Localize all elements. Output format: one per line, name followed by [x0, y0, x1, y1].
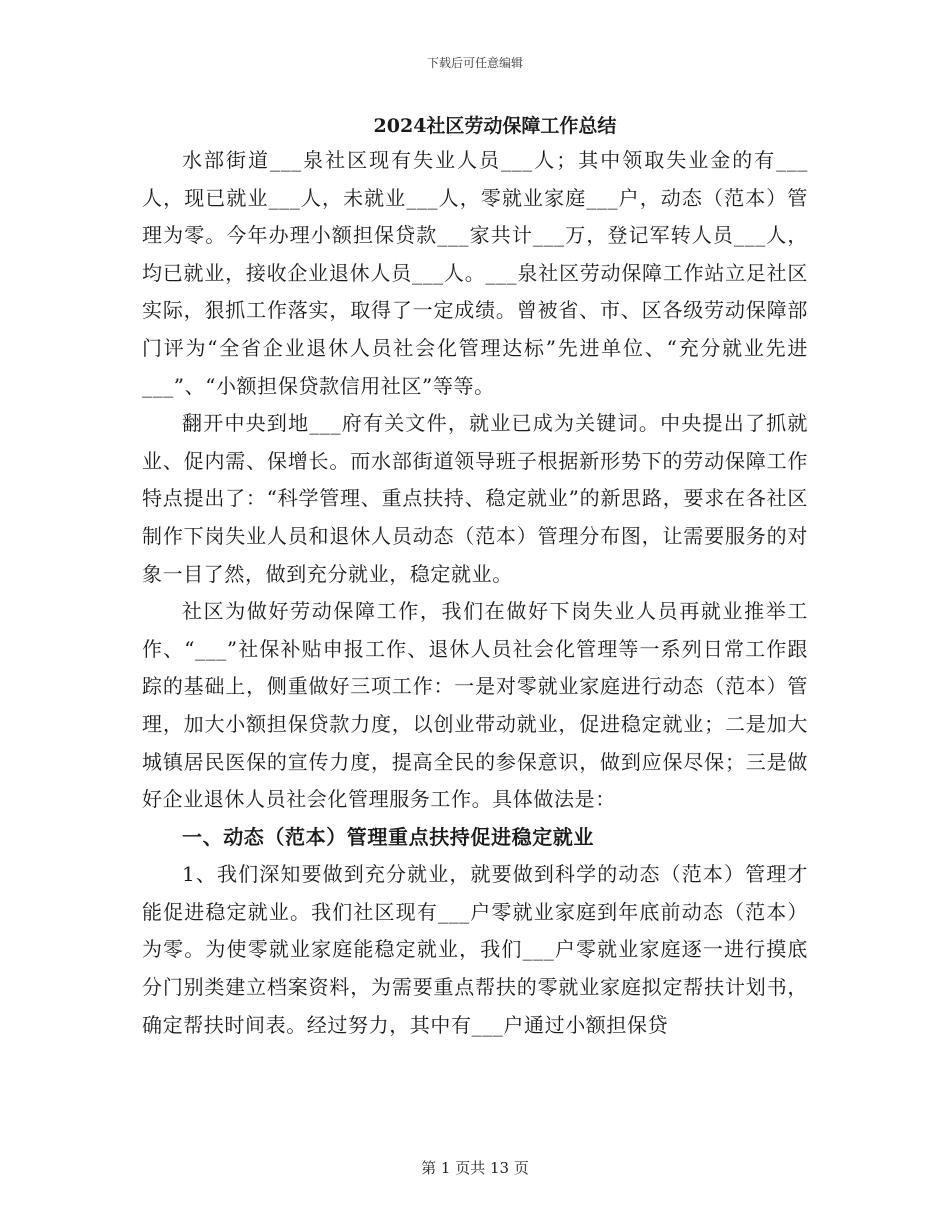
- page-number: 第 1 页共 13 页: [421, 1159, 529, 1177]
- paragraph: 1、我们深知要做到充分就业，就要做到科学的动态（范本）管理才能促进稳定就业。我们社区现有___户零就业家庭到年底前动态（范本）为零。为使零就业家庭能稳定就业，我们___户零就业家庭逐一进行摸底分门别类建立档案资料，为需要重点帮扶的零就业家庭拟定帮扶计划书，确定帮扶时间表。经过努力，其中有___户通过小额担保贷: [142, 862, 808, 1037]
- header-note: 下载后可任意编辑: [426, 56, 523, 70]
- paragraph: 水部街道___泉社区现有失业人员___人；其中领取失业金的有___人，现已就业___人，未就业___人，零就业家庭___户，动态（范本）管理为零。今年办理小额担保贷款___家共计___万，登记军转人员___人，均已就业，接收企业退休人员___人。___泉社区劳动保障工作站立足社区实际，狠抓工作落实，取得了一定成绩。曾被省、市、区各级劳动保障部门评为“全省企业退休人员社会化管理达标”先进单位、“充分就业先进___”、“小额担保贷款信用社区”等等。: [142, 148, 808, 398]
- document-title: 2024社区劳动保障工作总结: [373, 115, 617, 137]
- document-body: [142, 110, 808, 1044]
- paragraph: 社区为做好劳动保障工作，我们在做好下岗失业人员再就业推举工作、“___”社保补贴申报工作、退休人员社会化管理等一系列日常工作跟踪的基础上，侧重做好三项工作：一是对零就业家庭进行动态（范本）管理，加大小额担保贷款力度，以创业带动就业，促进稳定就业；二是加大城镇居民医保的宣传力度，提高全民的参保意识，做到应保尽保；三是做好企业退休人员社会化管理服务工作。具体做法是：: [142, 599, 808, 812]
- section-heading: 一、动态（范本）管理重点扶持促进稳定就业: [182, 824, 594, 849]
- paragraph: 翻开中央到地___府有关文件，就业已成为关键词。中央提出了抓就业、促内需、保增长。而水部街道领导班子根据新形势下的劳动保障工作特点提出了：“科学管理、重点扶持、稳定就业”的新思路，要求在各社区制作下岗失业人员和退休人员动态（范本）管理分布图，让需要服务的对象一目了然，做到充分就业，稳定就业。: [142, 411, 808, 586]
